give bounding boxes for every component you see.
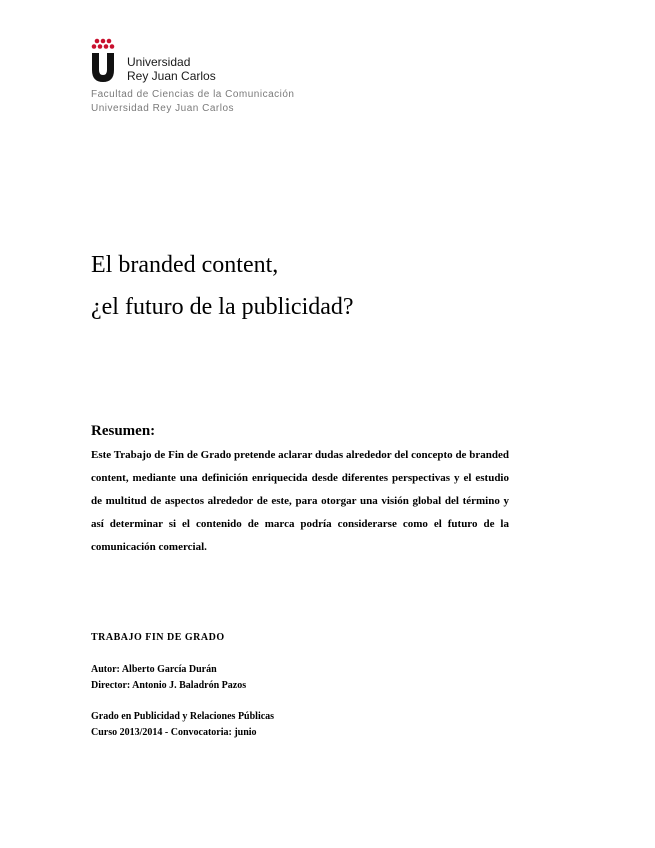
- course: Curso 2013/2014 - Convocatoria: junio: [91, 727, 257, 738]
- university-name: [127, 55, 216, 83]
- summary-heading: Resumen:: [91, 423, 156, 439]
- university-name-line1: Universidad: [127, 55, 191, 69]
- faculty-name: Facultad de Ciencias de la Comunicación: [91, 89, 295, 100]
- faculty-info: [91, 88, 295, 116]
- document-type: TRABAJO FIN DE GRADO: [91, 632, 225, 643]
- university-crest-icon: [91, 38, 115, 82]
- university-logo: [91, 38, 231, 84]
- degree: Grado en Publicidad y Relaciones Públicas: [91, 711, 275, 722]
- author: Autor: Alberto García Durán: [91, 664, 217, 675]
- university-name-line2: Rey Juan Carlos: [127, 69, 216, 83]
- people-info: [91, 662, 246, 694]
- director: Director: Antonio J. Baladrón Pazos: [91, 680, 247, 691]
- title-line1: El branded content,: [91, 252, 279, 278]
- degree-info: [91, 709, 274, 741]
- faculty-university: Universidad Rey Juan Carlos: [91, 103, 235, 114]
- title-line2: ¿el futuro de la publicidad?: [91, 294, 354, 320]
- document-title: [91, 244, 354, 328]
- summary-body: Este Trabajo de Fin de Grado pretende aclarar dudas alrededor del concepto de branded content, mediante una definición enriquecida desde diferentes perspectivas y el estudio de multitud de aspectos alrededor de este, para otorgar una visión global del término y así determinar si el contenido de marca podría considerarse como el futuro de la comunicación comercial.: [91, 449, 509, 553]
